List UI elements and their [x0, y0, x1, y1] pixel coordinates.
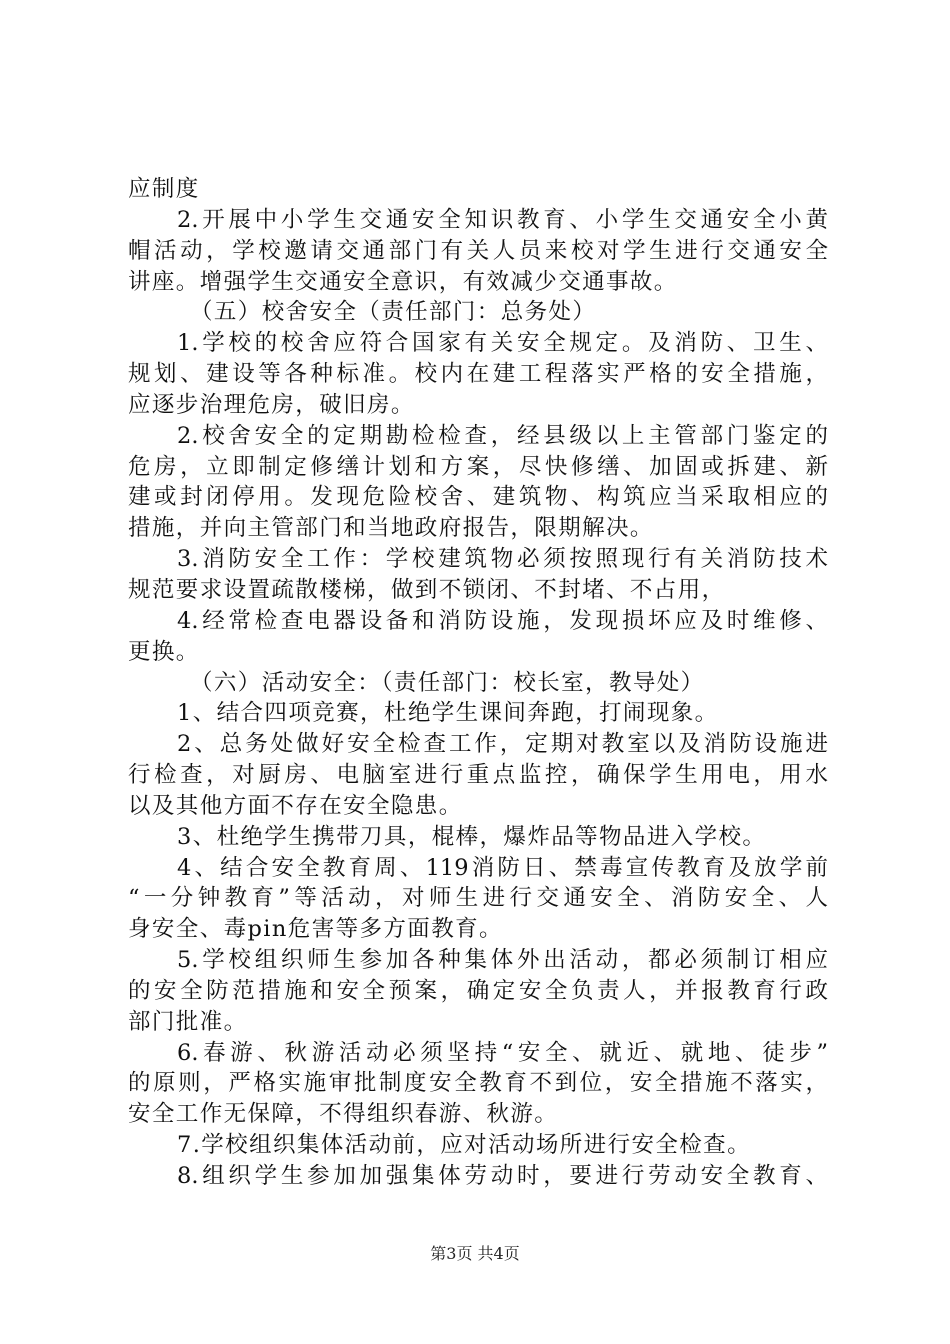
- text-line: 6.春游、秋游活动必须坚持“安全、就近、就地、徒步”: [177, 1039, 828, 1066]
- text-line: 应逐步治理危房，破旧房。: [128, 391, 415, 418]
- text-line: 危房，立即制定修缮计划和方案，尽快修缮、加固或拆建、新: [128, 453, 828, 480]
- text-line: 2.开展中小学生交通安全知识教育、小学生交通安全小黄: [177, 206, 828, 233]
- text-line: 1.学校的校舍应符合国家有关安全规定。及消防、卫生、: [177, 330, 828, 357]
- text-line: 3.消防安全工作：学校建筑物必须按照现行有关消防技术: [177, 546, 828, 573]
- text-line: 建或封闭停用。发现危险校舍、建筑物、构筑应当采取相应的: [128, 484, 828, 511]
- text-line: “一分钟教育”等活动，对师生进行交通安全、消防安全、人: [128, 885, 828, 912]
- text-line: 的安全防范措施和安全预案，确定安全负责人，并报教育行政: [128, 977, 828, 1004]
- text-line: 帽活动，学校邀请交通部门有关人员来校对学生进行交通安全: [128, 237, 828, 264]
- text-line: 7.学校组织集体活动前，应对活动场所进行安全检查。: [177, 1132, 751, 1159]
- text-line: 规范要求设置疏散楼梯，做到不锁闭、不封堵、不占用，: [128, 576, 726, 603]
- text-line: 更换。: [128, 638, 200, 665]
- text-line: 以及其他方面不存在安全隐患。: [128, 792, 463, 819]
- document-body: [128, 174, 828, 1192]
- text-line: 2、总务处做好安全检查工作，定期对教室以及消防设施进: [177, 731, 828, 758]
- text-line: 规划、建设等各种标准。校内在建工程落实严格的安全措施，: [128, 361, 828, 388]
- text-line: 4.经常检查电器设备和消防设施，发现损坏应及时维修、: [177, 607, 828, 634]
- section-heading: （六）活动安全：（责任部门：校长室，教导处）: [190, 669, 705, 696]
- text-line: 部门批准。: [128, 1008, 248, 1035]
- text-line: 身安全、毒pin危害等多方面教育。: [128, 916, 503, 943]
- section-heading: （五）校舍安全（责任部门：总务处）: [190, 299, 597, 326]
- text-line: 1、结合四项竞赛，杜绝学生课间奔跑，打闹现象。: [177, 700, 719, 727]
- text-line: 的原则，严格实施审批制度安全教育不到位，安全措施不落实，: [128, 1070, 828, 1097]
- text-line: 2.校舍安全的定期勘检检查，经县级以上主管部门鉴定的: [177, 422, 828, 449]
- text-line: 应制度: [128, 176, 200, 202]
- text-line: 3、杜绝学生携带刀具，棍棒，爆炸品等物品进入学校。: [177, 823, 767, 850]
- text-line: 行检查，对厨房、电脑室进行重点监控，确保学生用电，用水: [128, 762, 828, 789]
- text-line: 措施，并向主管部门和当地政府报告，限期解决。: [128, 515, 654, 542]
- text-line: 8.组织学生参加加强集体劳动时，要进行劳动安全教育、: [177, 1163, 828, 1189]
- text-line: 4、结合安全教育周、119消防日、禁毒宣传教育及放学前: [177, 854, 828, 881]
- text-line: 5.学校组织师生参加各种集体外出活动，都必须制订相应: [177, 947, 828, 974]
- page-footer: 第3页 共4页: [430, 1244, 520, 1263]
- text-line: 讲座。增强学生交通安全意识，有效减少交通事故。: [128, 268, 678, 295]
- text-line: 安全工作无保障，不得组织春游、秋游。: [128, 1101, 559, 1128]
